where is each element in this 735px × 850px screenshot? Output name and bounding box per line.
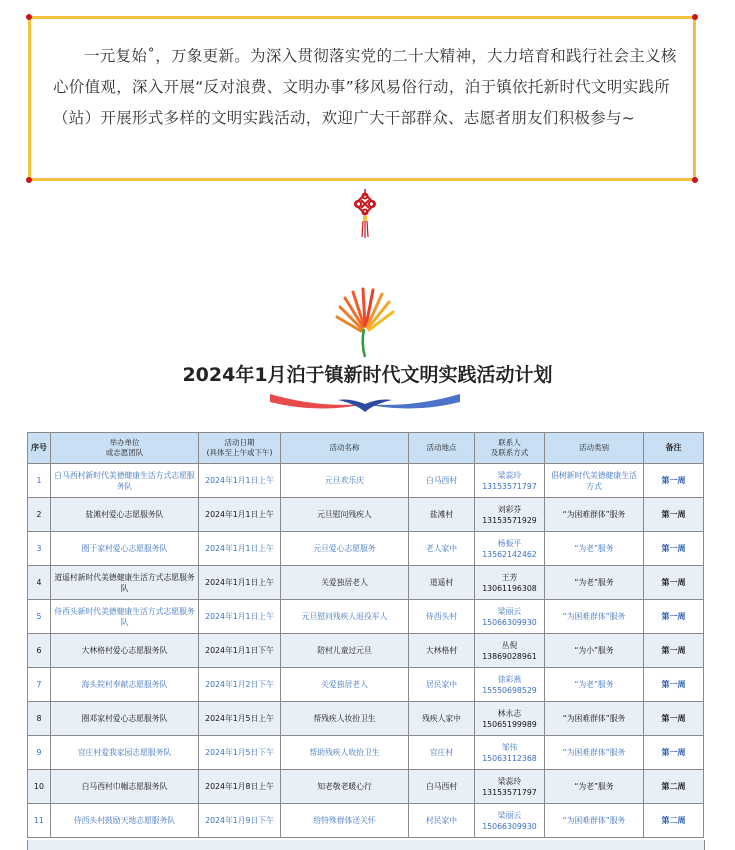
header-cell: 备注 [644,433,704,464]
activity-date: 2024年1月8日上午 [199,770,281,804]
activity-date: 2024年1月5日下午 [199,736,281,770]
organizer: 侍西头村鼓励天地志愿服务队 [51,804,199,838]
activity-plan-table [27,432,704,838]
activity-category: “为老”服务 [545,668,644,702]
activity-name: 元旦慰问残疾人退役军人 [281,600,409,634]
activity-place: 侍西头村 [409,600,475,634]
activity-date: 2024年1月1日上午 [199,600,281,634]
header-cell: 活动日期 (具体至上午或下午) [199,433,281,464]
header-cell: 活动类别 [545,433,644,464]
activity-category: “为老”服务 [545,566,644,600]
organizer: 侍西头新时代美德健康生活方式志愿服务队 [51,600,199,634]
table-continuation [27,840,705,850]
chinese-knot-icon [352,189,378,239]
activity-date: 2024年1月5日上午 [199,702,281,736]
activity-date: 2024年1月1日上午 [199,566,281,600]
ribbon-decoration [268,390,462,416]
page-title: 2024年1月泊于镇新时代文明实践活动计划 [182,364,553,386]
header-cell: 举办单位 或志愿团队 [51,433,199,464]
organizer: 大林格村爱心志愿服务队 [51,634,199,668]
activity-name: 元旦欢乐庆 [281,464,409,498]
activity-category: “为困难群体”服务 [545,736,644,770]
organizer: 白马西村巾帼志愿服务队 [51,770,199,804]
contact: 杨振平 13562142462 [475,532,545,566]
activity-place: 白马西村 [409,464,475,498]
intro-box [28,16,696,181]
header-cell: 活动地点 [409,433,475,464]
table-row [28,498,704,532]
activity-category: “为困难群体”服务 [545,702,644,736]
activity-name: 关爱独居老人 [281,668,409,702]
activity-date: 2024年1月1日上午 [199,498,281,532]
row-number: 5 [28,600,51,634]
contact: 邹伟 15063112368 [475,736,545,770]
activity-name: 元旦慰问残疾人 [281,498,409,532]
week-note: 第二周 [644,770,704,804]
table-row [28,702,704,736]
organizer: 白马西村新时代美德健康生活方式志愿服务队 [51,464,199,498]
activity-date: 2024年1月1日上午 [199,532,281,566]
contact: 梁蕊玲 13153571797 [475,770,545,804]
activity-place: 老人家中 [409,532,475,566]
activity-place: 白马西村 [409,770,475,804]
contact: 梁蕊玲 13153571797 [475,464,545,498]
activity-name: 关爱独居老人 [281,566,409,600]
table-row [28,600,704,634]
organizer: 圈邓家村爱心志愿服务队 [51,702,199,736]
contact: 丛倪 13869028961 [475,634,545,668]
table-row [28,770,704,804]
activity-place: 残疾人家中 [409,702,475,736]
row-number: 11 [28,804,51,838]
table-row [28,566,704,600]
activity-place: 道遥村 [409,566,475,600]
row-number: 4 [28,566,51,600]
activity-category: “为小”服务 [545,634,644,668]
activity-place: 居民家中 [409,668,475,702]
week-note: 第一周 [644,668,704,702]
activity-category: “为困难群体”服务 [545,600,644,634]
activity-date: 2024年1月9日下午 [199,804,281,838]
row-number: 10 [28,770,51,804]
contact: 徐彩燕 15550698529 [475,668,545,702]
organizer: 道遥村新时代美德健康生活方式志愿服务队 [51,566,199,600]
row-number: 8 [28,702,51,736]
week-note: 第一周 [644,464,704,498]
civilization-practice-logo-icon [331,287,397,359]
row-number: 1 [28,464,51,498]
table-row [28,634,704,668]
activity-category: “为老”服务 [545,532,644,566]
activity-category: “为老”服务 [545,770,644,804]
row-number: 6 [28,634,51,668]
contact: 梁丽云 15066309930 [475,804,545,838]
activity-place: 村民家中 [409,804,475,838]
organizer: 圈于家村爱心志愿服务队 [51,532,199,566]
activity-place: 官庄村 [409,736,475,770]
table-row [28,736,704,770]
contact: 刘彩芬 13153571929 [475,498,545,532]
activity-category: “为困难群体”服务 [545,498,644,532]
table-row [28,804,704,838]
frame-corner-dot [692,177,698,183]
activity-name: 元旦爱心志愿服务 [281,532,409,566]
table-row [28,464,704,498]
row-number: 9 [28,736,51,770]
week-note: 第一周 [644,566,704,600]
header-cell: 序号 [28,433,51,464]
activity-date: 2024年1月1日上午 [199,464,281,498]
organizer: 海头院村奉献志愿服务队 [51,668,199,702]
contact: 王芳 13061196308 [475,566,545,600]
activity-name: 知老敬老暖心行 [281,770,409,804]
frame-corner-dot [26,177,32,183]
week-note: 第二周 [644,804,704,838]
row-number: 2 [28,498,51,532]
header-cell: 活动名称 [281,433,409,464]
activity-date: 2024年1月1日下午 [199,634,281,668]
activity-name: 给特殊群体送关怀 [281,804,409,838]
contact: 梁丽云 15066309930 [475,600,545,634]
activity-name: 帮残疾人妆扮卫生 [281,702,409,736]
activity-date: 2024年1月2日下午 [199,668,281,702]
table-header-row [28,433,704,464]
week-note: 第一周 [644,498,704,532]
week-note: 第一周 [644,736,704,770]
week-note: 第一周 [644,532,704,566]
row-number: 3 [28,532,51,566]
week-note: 第一周 [644,702,704,736]
week-note: 第一周 [644,600,704,634]
activity-place: 大林格村 [409,634,475,668]
activity-category: 倡树新时代美德健康生活方式 [545,464,644,498]
frame-corner-dot [692,14,698,20]
row-number: 7 [28,668,51,702]
contact: 林永志 15065199989 [475,702,545,736]
organizer: 盐滩村爱心志愿服务队 [51,498,199,532]
intro-text: 一元复始˚，万象更新。为深入贯彻落实党的二十大精神，大力培育和践行社会主义核心价值观，深入开展“反对浪费、文明办事”移风易俗行动，泊于镇依托新时代文明实践所（站）开展形式多样的文明实践活动，欢迎广大干部群众、志愿者朋友们积极参与~ [53,47,677,127]
activity-place: 盐滩村 [409,498,475,532]
frame-corner-dot [26,14,32,20]
activity-category: “为困难群体”服务 [545,804,644,838]
table-row [28,668,704,702]
organizer: 官庄村爱我家园志愿服务队 [51,736,199,770]
week-note: 第一周 [644,634,704,668]
activity-name: 陪村儿童过元旦 [281,634,409,668]
table-row [28,532,704,566]
header-cell: 联系人 及联系方式 [475,433,545,464]
activity-name: 帮助残疾人收拾卫生 [281,736,409,770]
